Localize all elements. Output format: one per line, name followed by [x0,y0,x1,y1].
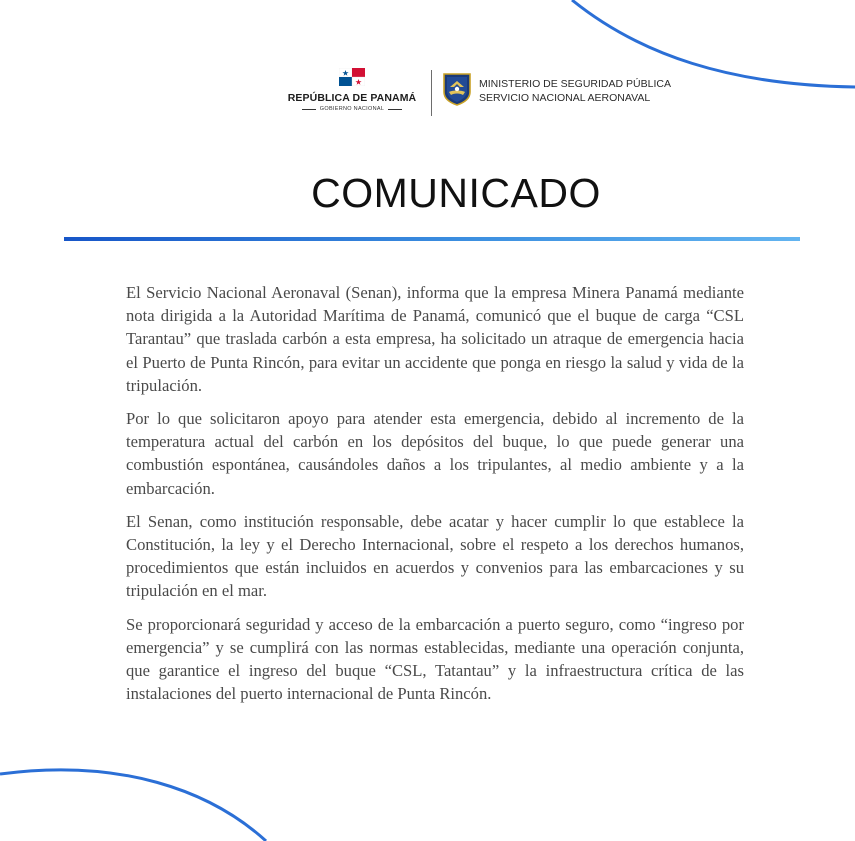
senan-seal-icon [442,72,472,106]
government-label: GOBIERNO NACIONAL [319,106,385,112]
government-brand [282,68,422,112]
title-underline [64,237,800,241]
paragraph: Por lo que solicitaron apoyo para atender esta emergencia, debido al incremento de la temperatura actual del carbón en los depósitos del buque, lo que puede generar una combustión espontánea, causándoles daños a los tripulantes, al medio ambiente y a la embarcación. [126,409,744,498]
paragraph: El Senan, como institución responsable, debe acatar y hacer cumplir lo que establece la Constitución, la ley y el Derecho Internacional, sobre el respeto a los derechos humanos, procedimientos que están incluidos en acuerdos y convenios para las embarcaciones y su tripulación en el mar. [126,511,744,601]
communique-body [126,281,744,715]
header-divider [431,70,432,116]
divider-dash [302,109,316,110]
ministry-line-1: MINISTERIO DE SEGURIDAD PÚBLICA [479,78,671,90]
ministry-name [479,77,671,105]
paragraph: El Servicio Nacional Aeronaval (Senan), informa que la empresa Minera Panamá mediante nota dirigida a la Autoridad Marítima de Panamá, comunicó que el buque de carga “CSL Tarantau” que traslada carbón a esta empresa, ha solicitado un atraque de emergencia hacia el Puerto de Punta Rincón, para evitar un accidente que ponga en riesgo la salud y vida de la tripulación. [126,283,744,395]
paragraph: Se proporcionará seguridad y acceso de la embarcación a puerto seguro, como “ingreso por emergencia” y se cumplirá con las normas establecidas, mediante una operación conjunta, que garantice el ingreso del buque “CSL, Tatantau” y la infraestructura crítica de las instalaciones del puerto internacional de Punta Rincón. [126,614,744,704]
divider-dash [388,109,402,110]
page-title: COMUNICADO [311,170,601,216]
header [282,68,722,120]
country-name: REPÚBLICA DE PANAMÁ [287,92,417,104]
panama-flag-icon [339,68,365,86]
government-label-row [282,106,422,112]
ministry-line-2: SERVICIO NACIONAL AERONAVAL [479,92,651,104]
